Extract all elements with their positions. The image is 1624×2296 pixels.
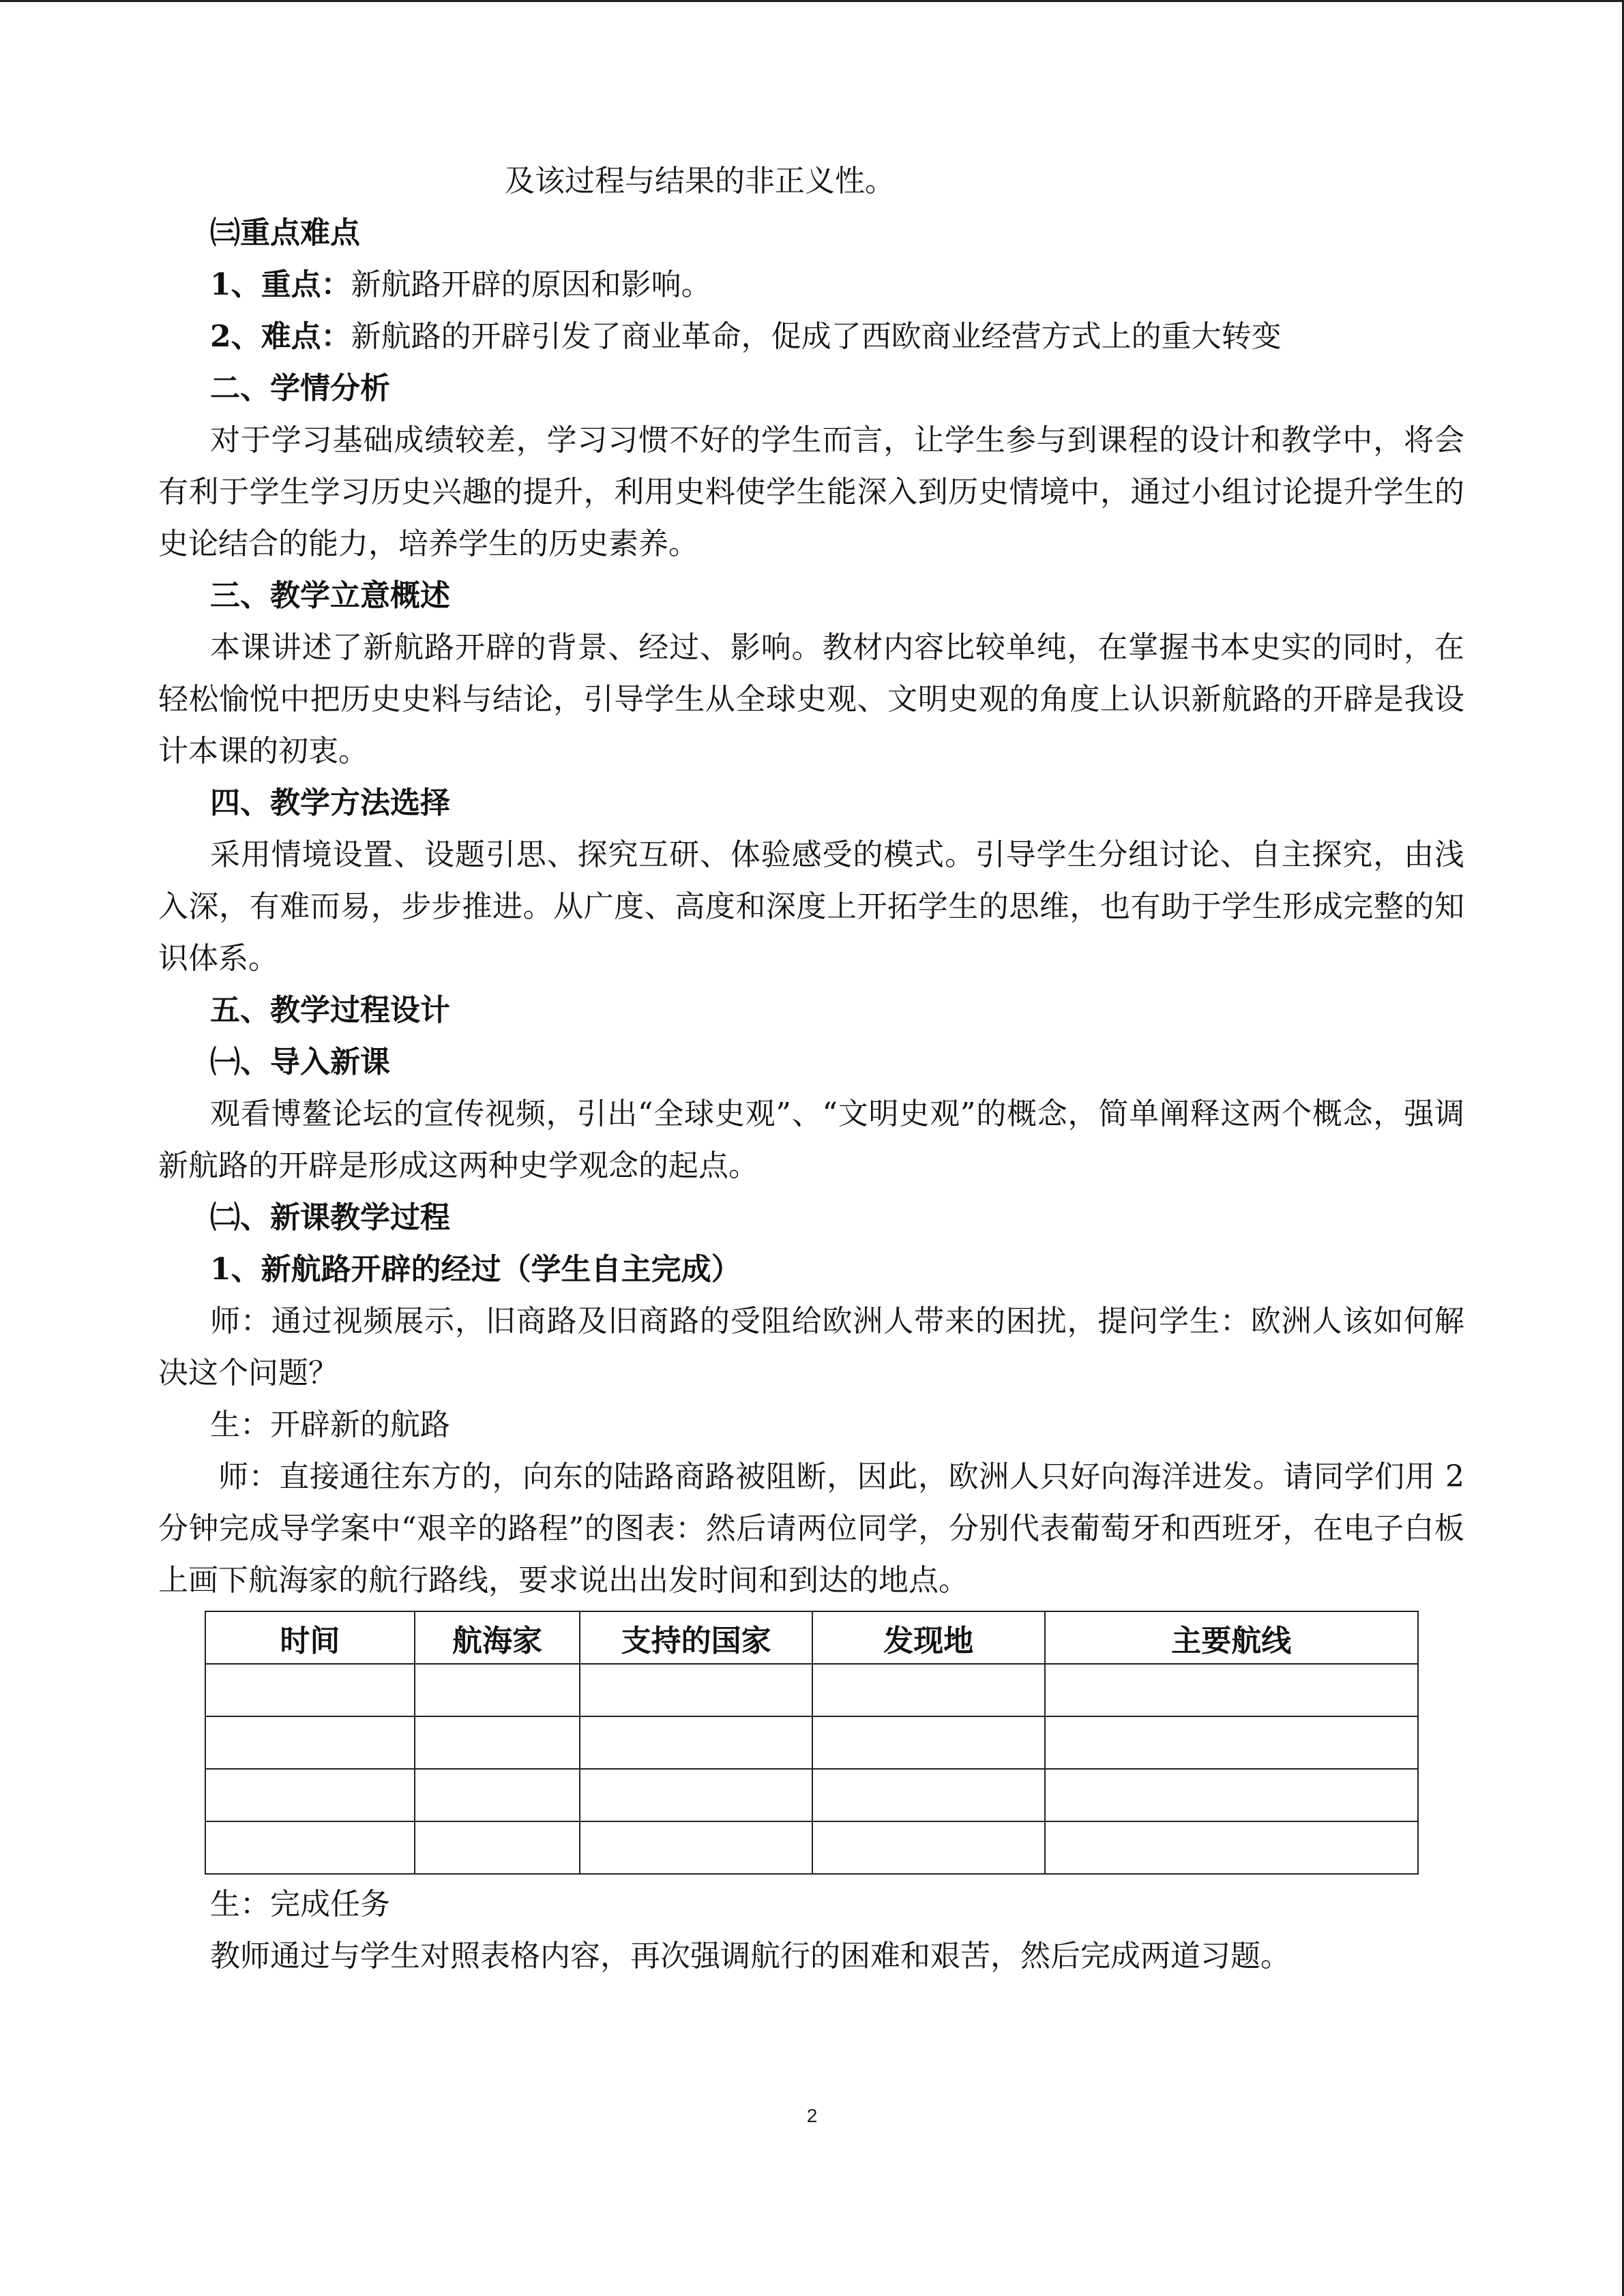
paragraph-teacher-question: 师：通过视频展示，旧商路及旧商路的受阻给欧洲人带来的困扰，提问学生：欧洲人该如何解决这个问题？ — [158, 1304, 1464, 1390]
column-header-discovery: 发现地 — [812, 1611, 1045, 1664]
student-complete-line: 生：完成任务 — [210, 1887, 390, 1922]
table-row — [205, 1769, 1418, 1821]
heading-route-process: 1、新航路开辟的经过（学生自主完成） — [210, 1252, 741, 1287]
key-point-text: 新航路开辟的原因和影响。 — [351, 267, 711, 302]
teacher-closing-line: 教师通过与学生对照表格内容，再次强调航行的困难和艰苦，然后完成两道习题。 — [210, 1939, 1290, 1973]
table-cell — [1045, 1769, 1418, 1821]
table-cell — [812, 1664, 1045, 1716]
heading-teaching-intent: 三、教学立意概述 — [210, 578, 450, 613]
column-header-supporting-country: 支持的国家 — [580, 1611, 812, 1664]
key-point-label: 1、重点： — [210, 267, 351, 302]
table-cell — [1045, 1664, 1418, 1716]
column-header-navigator: 航海家 — [415, 1611, 580, 1664]
table-cell — [205, 1821, 415, 1874]
table-cell — [415, 1769, 580, 1821]
table-cell — [580, 1821, 812, 1874]
heading-lesson-intro: ㈠、导入新课 — [210, 1045, 390, 1079]
table-cell — [415, 1716, 580, 1769]
table-cell — [1045, 1716, 1418, 1769]
column-header-time: 时间 — [205, 1611, 415, 1664]
page-content — [158, 155, 1464, 1982]
table-row — [205, 1821, 1418, 1874]
difficulty-line — [158, 311, 1464, 363]
table-cell — [812, 1769, 1045, 1821]
paragraph-teaching-intent: 本课讲述了新航路开辟的背景、经过、影响。教材内容比较单纯，在掌握书本史实的同时，在轻松愉悦中把历史史料与结论，引导学生从全球史观、文明史观的角度上认识新航路的开辟是我设计本课的初衷。 — [158, 630, 1464, 769]
heading-teaching-process: 五、教学过程设计 — [210, 993, 450, 1028]
paragraph-teaching-method: 采用情境设置、设题引思、探究互研、体验感受的模式。引导学生分组讨论、自主探究，由浅入深，有难而易，步步推进。从广度、高度和深度上开拓学生的思维，也有助于学生形成完整的知识体系。 — [158, 837, 1464, 976]
table-cell — [812, 1821, 1045, 1874]
difficulty-label: 2、难点： — [210, 319, 351, 354]
table-row — [205, 1664, 1418, 1716]
page-number: 2 — [806, 2105, 818, 2126]
paragraph-lesson-intro: 观看博鳌论坛的宣传视频，引出“全球史观”、“文明史观”的概念，简单阐释这两个概念，强调新航路的开辟是形成这两种史学观念的起点。 — [158, 1097, 1464, 1183]
difficulty-text: 新航路的开辟引发了商业革命，促成了西欧商业经营方式上的重大转变 — [351, 319, 1282, 354]
heading-student-analysis: 二、学情分析 — [210, 371, 390, 406]
table-cell — [205, 1664, 415, 1716]
table-cell — [580, 1664, 812, 1716]
table-cell — [1045, 1821, 1418, 1874]
table-cell — [415, 1664, 580, 1716]
heading-teaching-method: 四、教学方法选择 — [210, 786, 450, 820]
table-header-row — [205, 1611, 1418, 1664]
paragraph-teacher-task: 师：直接通往东方的，向东的陆路商路被阻断，因此，欧洲人只好向海洋进发。请同学们用 2 分钟完成导学案中“艰辛的路程”的图表：然后请两位同学，分别代表葡萄牙和西班牙，在电子白板上画下航海家的航行路线，要求说出出发时间和到达的地点。 — [158, 1459, 1464, 1598]
heading-new-lesson: ㈡、新课教学过程 — [210, 1200, 450, 1235]
table-cell — [205, 1769, 415, 1821]
table-cell — [205, 1716, 415, 1769]
student-answer-line: 生：开辟新的航路 — [210, 1407, 450, 1442]
voyage-table — [205, 1611, 1419, 1875]
heading-key-points: ㈢重点难点 — [210, 215, 360, 250]
key-point-line — [158, 259, 1464, 311]
paragraph-student-analysis: 对于学习基础成绩较差，学习习惯不好的学生而言，让学生参与到课程的设计和教学中，将会有利于学生学习历史兴趣的提升，利用史料使学生能深入到历史情境中，通过小组讨论提升学生的史论结合的能力，培养学生的历史素养。 — [158, 423, 1464, 561]
table-cell — [415, 1821, 580, 1874]
table-cell — [580, 1716, 812, 1769]
continued-line: 及该过程与结果的非正义性。 — [505, 164, 895, 198]
column-header-main-route: 主要航线 — [1045, 1611, 1418, 1664]
table-cell — [812, 1716, 1045, 1769]
table-cell — [580, 1769, 812, 1821]
table-row — [205, 1716, 1418, 1769]
